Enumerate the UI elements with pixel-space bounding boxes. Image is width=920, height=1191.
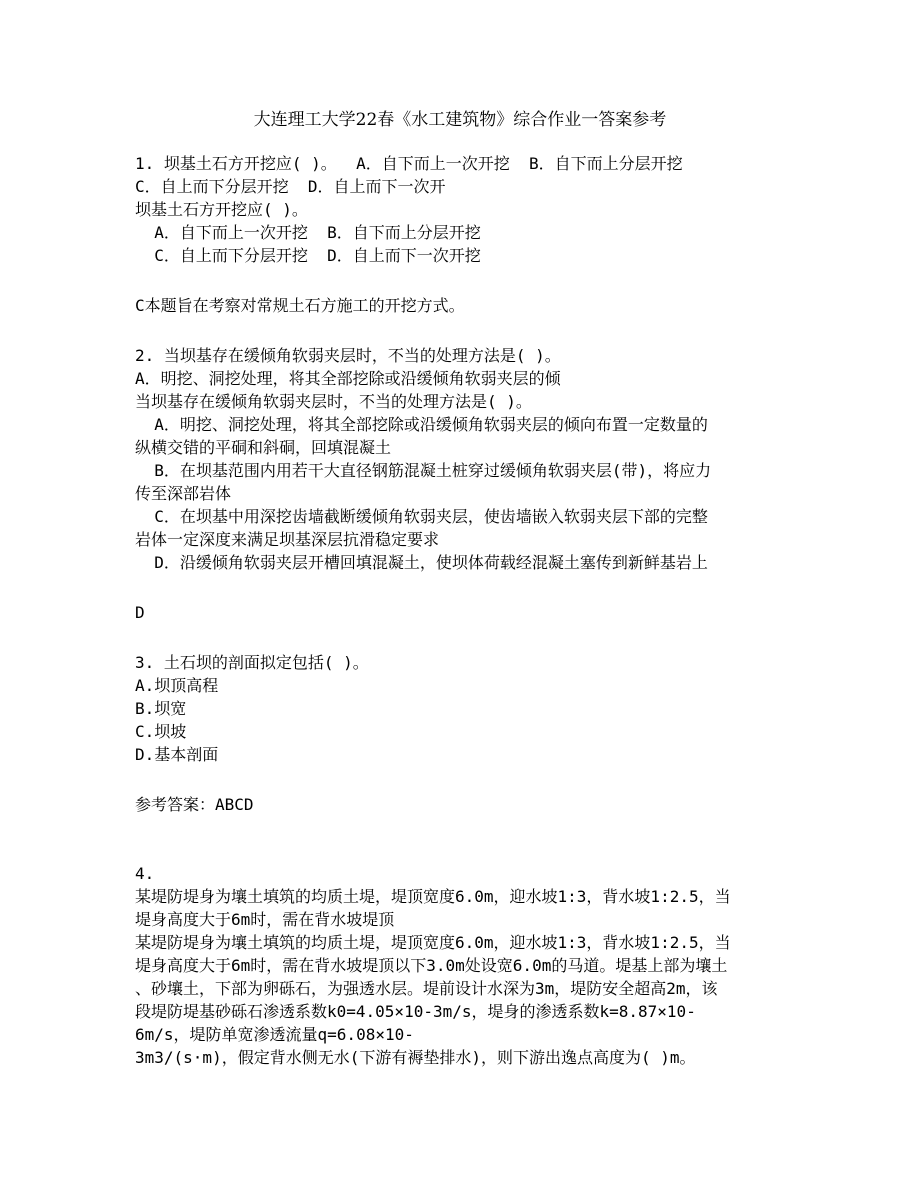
spacer [135,267,785,294]
q3-line-1: 3. 土石坝的剖面拟定包括( )。 [135,653,369,672]
q4-line-7: 6m/s，堤防单宽渗透流量q=6.08×10- [135,1025,414,1044]
spacer [135,816,785,862]
q1-answer: C本题旨在考察对常规土石方施工的开挖方式。 [135,296,465,315]
question-3 [135,651,785,816]
q3-option-c: C.坝坡 [135,722,187,741]
q4-line-1: 某堤防堤身为壤土填筑的均质土堤，堤顶宽度6.0m，迎水坡1:3，背水坡1:2.5，当 [135,887,731,906]
q2-line-6: B．在坝基范围内用若干大直径钢筋混凝土桩穿过缓倾角软弱夹层(带)，将应力 [135,461,712,480]
q1-line-5: C．自上而下分层开挖 D．自上而下一次开挖 [135,246,481,265]
q4-line-3: 某堤防堤身为壤土填筑的均质土堤，堤顶宽度6.0m，迎水坡1:3，背水坡1:2.5，当 [135,933,731,952]
q2-line-3: 当坝基存在缓倾角软弱夹层时，不当的处理方法是( )。 [135,392,532,411]
q3-option-d: D.基本剖面 [135,745,219,764]
q1-line-1: 1. 坝基土石方开挖应( )。 A．自下而上一次开挖 B．自下而上分层开挖 [135,154,683,173]
question-4 [135,862,785,1069]
spacer [135,574,785,601]
spacer [135,624,785,651]
q4-line-4: 堤身高度大于6m时，需在背水坡堤顶以下3.0m处设宽6.0m的马道。堤基上部为壤土 [135,956,728,975]
q2-answer: D [135,603,145,622]
q1-line-3: 坝基土石方开挖应( )。 [135,200,308,219]
q4-line-8: 3m3/(s·m)，假定背水侧无水(下游有褥垫排水)，则下游出逸点高度为( )m。 [135,1048,696,1067]
q1-line-4: A．自下而上一次开挖 B．自下而上分层开挖 [135,223,481,242]
q2-line-9: 岩体一定深度来满足坝基深层抗滑稳定要求 [135,530,440,549]
q2-line-2: A．明挖、洞挖处理，将其全部挖除或沿缓倾角软弱夹层的倾 [135,369,561,388]
spacer [135,766,785,793]
q3-answer: 参考答案：ABCD [135,795,254,814]
q4-line-5: 、砂壤土，下部为卵砾石，为强透水层。堤前设计水深为3m，堤防安全超高2m，该 [135,979,718,998]
q2-line-5: 纵横交错的平硐和斜硐，回填混凝土 [135,438,392,457]
q2-line-1: 2. 当坝基存在缓倾角软弱夹层时，不当的处理方法是( )。 [135,346,561,365]
document-title: 大连理工大学22春《水工建筑物》综合作业一答案参考 [253,110,667,130]
question-1 [135,152,785,317]
q4-line-6: 段堤防堤基砂砾石渗透系数k0=4.05×10-3m/s，堤身的渗透系数k=8.87×10- [135,1002,696,1021]
q2-line-4: A．明挖、洞挖处理，将其全部挖除或沿缓倾角软弱夹层的倾向布置一定数量的 [135,415,708,434]
q3-option-a: A.坝顶高程 [135,676,219,695]
q2-line-10: D．沿缓倾角软弱夹层开槽回填混凝土，使坝体荷载经混凝土塞传到新鲜基岩上 [135,553,708,572]
q4-line-2: 堤身高度大于6m时，需在背水坡堤顶 [135,910,395,929]
q1-line-2: C．自上而下分层开挖 D．自上而下一次开 [135,177,446,196]
question-2 [135,344,785,624]
document-body [135,152,785,1069]
spacer [135,317,785,344]
q2-line-7: 传至深部岩体 [135,484,232,503]
q3-option-b: B.坝宽 [135,699,187,718]
q2-line-8: C．在坝基中用深挖齿墙截断缓倾角软弱夹层，使齿墙嵌入软弱夹层下部的完整 [135,507,708,526]
q4-number: 4. [135,864,155,883]
